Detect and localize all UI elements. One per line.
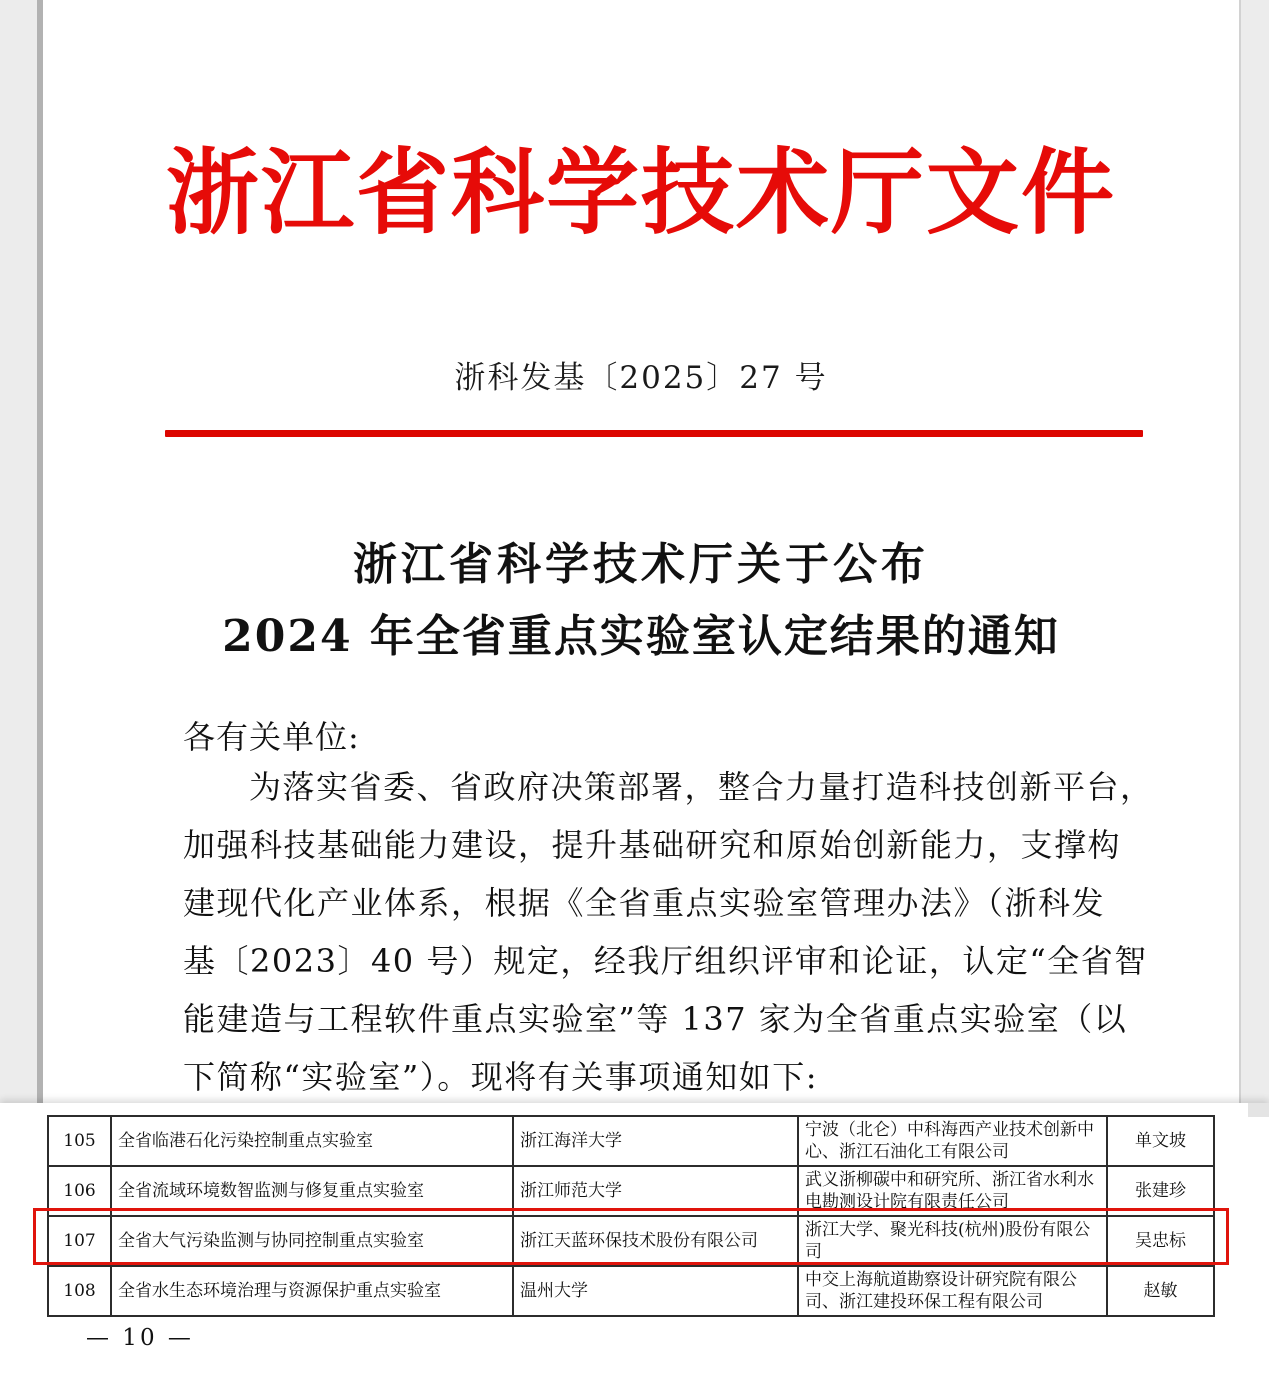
page-number: — 10 — <box>86 1325 194 1351</box>
body-line: 能建造与工程软件重点实验室”等 137 家为全省重点实验室（以 <box>183 1000 1128 1038</box>
red-divider-line <box>165 430 1143 437</box>
cell-institution: 浙江师范大学 <box>513 1166 798 1216</box>
cell-lab-name: 全省流域环境数智监测与修复重点实验室 <box>111 1166 513 1216</box>
body-line: 为落实省委、省政府决策部署，整合力量打造科技创新平台， <box>249 768 1154 806</box>
key-lab-table <box>47 1115 1215 1317</box>
body-line: 加强科技基础能力建设，提升基础研究和原始创新能力，支撑构 <box>183 826 1122 864</box>
notice-title-line1: 浙江省科学技术厅关于公布 <box>353 539 929 590</box>
cell-partners: 武义浙柳碳中和研究所、浙江省水利水电勘测设计院有限责任公司 <box>798 1166 1107 1216</box>
cell-partners: 宁波（北仑）中科海西产业技术创新中心、浙江石油化工有限公司 <box>798 1116 1107 1166</box>
salutation: 各有关单位: <box>183 718 360 756</box>
cell-institution: 浙江天蓝环保技术股份有限公司 <box>513 1216 798 1266</box>
cell-institution: 浙江海洋大学 <box>513 1116 798 1166</box>
table-row <box>48 1266 1214 1316</box>
cell-lab-name: 全省临港石化污染控制重点实验室 <box>111 1116 513 1166</box>
cell-partners: 中交上海航道勘察设计研究院有限公司、浙江建投环保工程有限公司 <box>798 1266 1107 1316</box>
table-row <box>48 1116 1214 1166</box>
background-corner-patch <box>1248 1103 1269 1117</box>
cell-row-number: 107 <box>48 1216 111 1266</box>
cell-row-number: 108 <box>48 1266 111 1316</box>
cell-institution: 温州大学 <box>513 1266 798 1316</box>
cell-director: 单文坡 <box>1107 1116 1214 1166</box>
body-line: 下简称“实验室”）。现将有关事项通知如下: <box>183 1058 819 1096</box>
body-paragraph <box>183 758 1154 1106</box>
table-row <box>48 1166 1214 1216</box>
table-panel <box>0 1103 1269 1386</box>
cell-partners: 浙江大学、聚光科技(杭州)股份有限公司 <box>798 1216 1107 1266</box>
notice-title-line2: 2024 年全省重点实验室认定结果的通知 <box>222 611 1060 662</box>
body-line: 建现代化产业体系，根据《全省重点实验室管理办法》（浙科发 <box>183 884 1106 922</box>
cell-lab-name: 全省大气污染监测与协同控制重点实验室 <box>111 1216 513 1266</box>
cell-director: 赵敏 <box>1107 1266 1214 1316</box>
cell-lab-name: 全省水生态环境治理与资源保护重点实验室 <box>111 1266 513 1316</box>
document-number: 浙科发基〔2025〕27 号 <box>454 360 828 396</box>
body-line: 基〔2023〕40 号）规定，经我厅组织评审和论证，认定“全省智 <box>183 942 1148 980</box>
cell-row-number: 105 <box>48 1116 111 1166</box>
table-row-highlighted <box>48 1216 1214 1266</box>
letterhead-title: 浙江省科学技术厅文件 <box>166 138 1116 247</box>
cell-director: 张建珍 <box>1107 1166 1214 1216</box>
document-page <box>37 0 1241 1103</box>
cell-director: 吴忠标 <box>1107 1216 1214 1266</box>
cell-row-number: 106 <box>48 1166 111 1216</box>
